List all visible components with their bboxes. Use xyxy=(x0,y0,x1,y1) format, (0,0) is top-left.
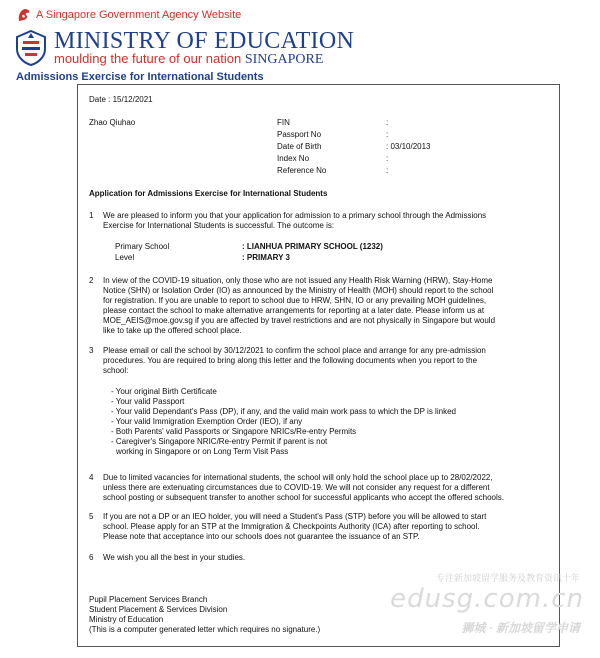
moe-crest-icon xyxy=(12,29,50,67)
document-item: - Your valid Dependant's Pass (DP), if any, and the valid main work pass to which the DP is linked xyxy=(111,407,456,416)
letter-heading: Application for Admissions Exercise for International Students xyxy=(89,189,328,198)
watermark-tagline: 专注新加坡留学服务及教育资讯十年 xyxy=(435,573,580,583)
lion-head-icon xyxy=(16,7,32,23)
para-3-line: procedures. You are required to bring along this letter and the following documents when you report to the xyxy=(103,356,478,365)
para-2-line: In view of the COVID-19 situation, only those who are not issued any Health Risk Warning (HRW), Stay-Home xyxy=(103,276,493,285)
para-3-line: school: xyxy=(103,366,129,375)
school-label: Primary School xyxy=(115,242,170,251)
index-value: : xyxy=(386,154,389,163)
para-2-line: for registration. If you are unable to report to school due to HRW, SHN, IO or any prevailing MOH guidelines, xyxy=(103,296,487,305)
para-1-line: We are pleased to inform you that your application for admission to a primary school through the Admissions xyxy=(103,211,487,220)
dob-label: Date of Birth xyxy=(277,142,322,151)
para-2-number: 2 xyxy=(89,276,94,285)
para-4-number: 4 xyxy=(89,473,94,482)
document-item: - Both Parents' valid Passports or Singapore NRICs/Re-entry Permits xyxy=(111,427,357,436)
para-5-line: Please note that acceptance into our schools does not guarantee the issuance of an STP. xyxy=(103,532,420,541)
para-5-line: If you are not a DP or an IEO holder, you will need a Student's Pass (STP) before you will be allowed to start xyxy=(103,512,487,521)
gov-label: A Singapore Government Agency Website xyxy=(36,9,242,21)
level-value: : PRIMARY 3 xyxy=(242,253,291,262)
country-text: SINGAPORE xyxy=(244,52,324,67)
document-item: - Your original Birth Certificate xyxy=(111,387,217,396)
document-item: working in Singapore or on Long Term Visit Pass xyxy=(116,447,289,456)
index-label: Index No xyxy=(277,154,310,163)
reference-label: Reference No xyxy=(277,166,327,175)
date-value: 15/12/2021 xyxy=(112,95,153,104)
para-3-line: Please email or call the school by 30/12/2021 to confirm the school place and arrange for any pre-admission xyxy=(103,346,486,355)
page-title: Admissions Exercise for International Students xyxy=(16,71,264,83)
date-line xyxy=(89,95,153,105)
date-label: Date : xyxy=(89,95,111,104)
fin-value: : xyxy=(386,118,389,127)
document-item: - Your valid Passport xyxy=(111,397,185,406)
para-1-number: 1 xyxy=(89,211,94,220)
document-item: - Caregiver's Singapore NRIC/Re-entry Permit if parent is not xyxy=(111,437,328,446)
para-2-line: please contact the school to make alternative arrangements for reporting at a later date. Please inform us at xyxy=(103,306,485,315)
tagline-text: moulding the future of our nation xyxy=(54,51,242,66)
para-6: We wish you all the best in your studies. xyxy=(103,553,246,562)
passport-label: Passport No xyxy=(277,130,322,139)
para-2 xyxy=(103,276,495,336)
watermark-domain: edusg.com.cn xyxy=(390,584,584,614)
para-2-line: Notice (SHN) or Isolation Order (IO) as announced by the Ministry of Health (MOH) should report to the school xyxy=(103,286,494,295)
ministry-tagline xyxy=(54,51,323,68)
para-1-line: Exercise for International Students is successful. The outcome is: xyxy=(103,221,335,230)
signature-line: (This is a computer generated letter which requires no signature.) xyxy=(89,625,321,634)
student-name: Zhao Qiuhao xyxy=(89,118,136,127)
signature-line: Ministry of Education xyxy=(89,615,164,624)
para-2-line: MOE_AEIS@moe.gov.sg if you are affected by travel restrictions and are not physically in Singapore but would xyxy=(103,316,496,325)
para-5-line: school. Please apply for an STP at the Immigration & Checkpoints Authority (ICA) after reporting to school. xyxy=(103,522,480,531)
ministry-title: MINISTRY OF EDUCATION xyxy=(54,28,355,54)
school-value: : LIANHUA PRIMARY SCHOOL (1232) xyxy=(242,242,383,251)
signature-line: Student Placement & Services Division xyxy=(89,605,228,614)
para-4-line: Due to limited vacancies for international students, the school will only hold the school place up to 28/02/2022, xyxy=(103,473,493,482)
para-4-line: school posting or subsequent transfer to another school for successful applicants who accept the offered schools. xyxy=(103,493,504,502)
signature-line: Pupil Placement Services Branch xyxy=(89,595,208,604)
watermark-brand: 狮城 · 新加坡留学申请 xyxy=(461,621,580,635)
para-5 xyxy=(103,512,486,542)
para-3 xyxy=(103,346,486,376)
passport-value: : xyxy=(386,130,389,139)
para-5-number: 5 xyxy=(89,512,94,521)
para-1 xyxy=(103,211,486,231)
para-2-line: like to take up the offered school place. xyxy=(103,326,242,335)
gov-banner xyxy=(16,6,241,24)
fin-label: FIN xyxy=(277,118,290,127)
document-item: - Your valid Immigration Exemption Order (IEO), if any xyxy=(111,417,303,426)
para-4 xyxy=(103,473,504,503)
para-4-line: unless there are extenuating circumstances due to COVID-19. We will not consider any request for a different xyxy=(103,483,490,492)
reference-value: : xyxy=(386,166,389,175)
level-label: Level xyxy=(115,253,135,262)
para-6-number: 6 xyxy=(89,553,94,562)
signature-block xyxy=(89,595,320,635)
offer-letter xyxy=(77,84,560,647)
para-3-number: 3 xyxy=(89,346,94,355)
documents-list xyxy=(111,387,456,457)
dob-value: : 03/10/2013 xyxy=(386,142,431,151)
